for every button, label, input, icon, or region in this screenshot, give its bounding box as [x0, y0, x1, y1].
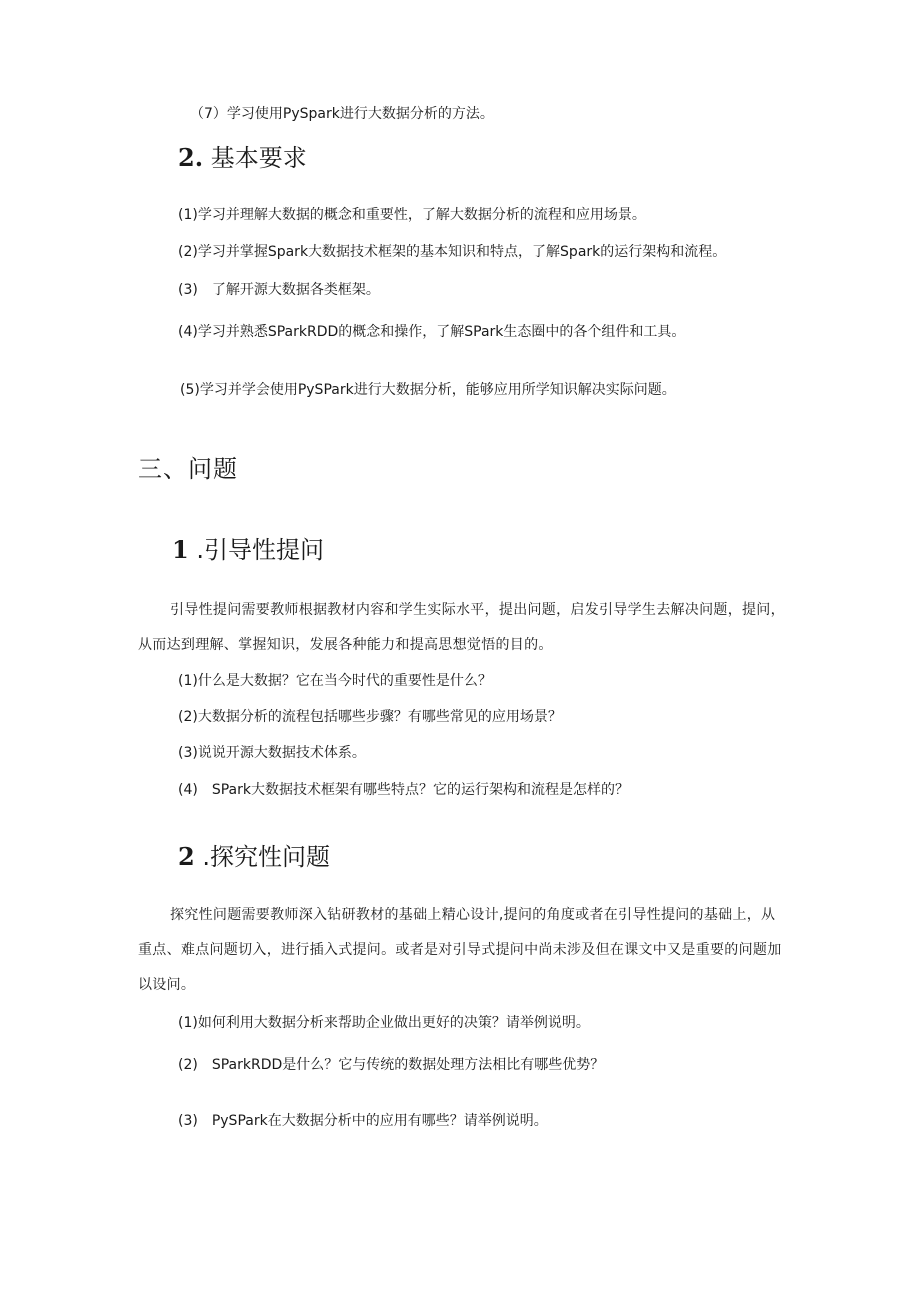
requirement-item-2: (2)学习并掌握Spark大数据技术框架的基本知识和特点，了解Spark的运行架构和流程。	[178, 244, 727, 260]
section-heading-basic-requirements	[178, 143, 307, 173]
exploratory-intro-paragraph: 探究性问题需要教师深入钻研教材的基础上精心设计,提问的角度或者在引导性提问的基础上，从重点、难点问题切入，进行插入式提问。或者是对引导式提问中尚未涉及但在课文中又是重要的问题加以设问。	[138, 907, 782, 993]
subsection-heading-exploratory-questions	[178, 842, 330, 872]
exploratory-question-2: (2) SParkRDD是什么？它与传统的数据处理方法相比有哪些优势？	[178, 1057, 605, 1073]
exploratory-question-1: (1)如何利用大数据分析来帮助企业做出更好的决策？请举例说明。	[178, 1015, 590, 1031]
guided-question-3: (3)说说开源大数据技术体系。	[178, 745, 366, 761]
requirement-item-1: (1)学习并理解大数据的概念和重要性，了解大数据分析的流程和应用场景。	[178, 207, 646, 223]
subsection-title: .引导性提问	[196, 536, 324, 564]
subsection-heading-guided-questions	[172, 535, 324, 565]
subsection-title: .探究性问题	[202, 843, 330, 871]
requirement-item-3: (3) 了解开源大数据各类框架。	[178, 282, 380, 298]
requirement-item-4: (4)学习并熟悉SParkRDD的概念和操作，了解SPark生态圈中的各个组件和工具。	[178, 324, 686, 340]
section-number: 2.	[178, 143, 204, 172]
subsection-number: 1	[172, 535, 189, 564]
guided-intro-paragraph: 引导性提问需要教师根据教材内容和学生实际水平，提出问题，启发引导学生去解决问题，提问，从而达到理解、掌握知识，发展各种能力和提高思想觉悟的目的。	[138, 602, 785, 653]
guided-question-2: (2)大数据分析的流程包括哪些步骤？有哪些常见的应用场景？	[178, 709, 562, 725]
guided-question-1: (1)什么是大数据？它在当今时代的重要性是什么？	[178, 673, 492, 689]
guided-question-4: (4) SPark大数据技术框架有哪些特点？它的运行架构和流程是怎样的？	[178, 782, 629, 798]
requirement-item-5: (5)学习并学会使用PySPark进行大数据分析，能够应用所学知识解决实际问题。	[180, 382, 676, 398]
exploratory-question-3: (3) PySPark在大数据分析中的应用有哪些？请举例说明。	[178, 1113, 548, 1129]
chapter-heading-questions: 三、问题	[138, 455, 238, 483]
objective-item-7: （7）学习使用PySpark进行大数据分析的方法。	[190, 106, 494, 122]
section-title: 基本要求	[210, 144, 307, 172]
subsection-number: 2	[178, 842, 195, 871]
